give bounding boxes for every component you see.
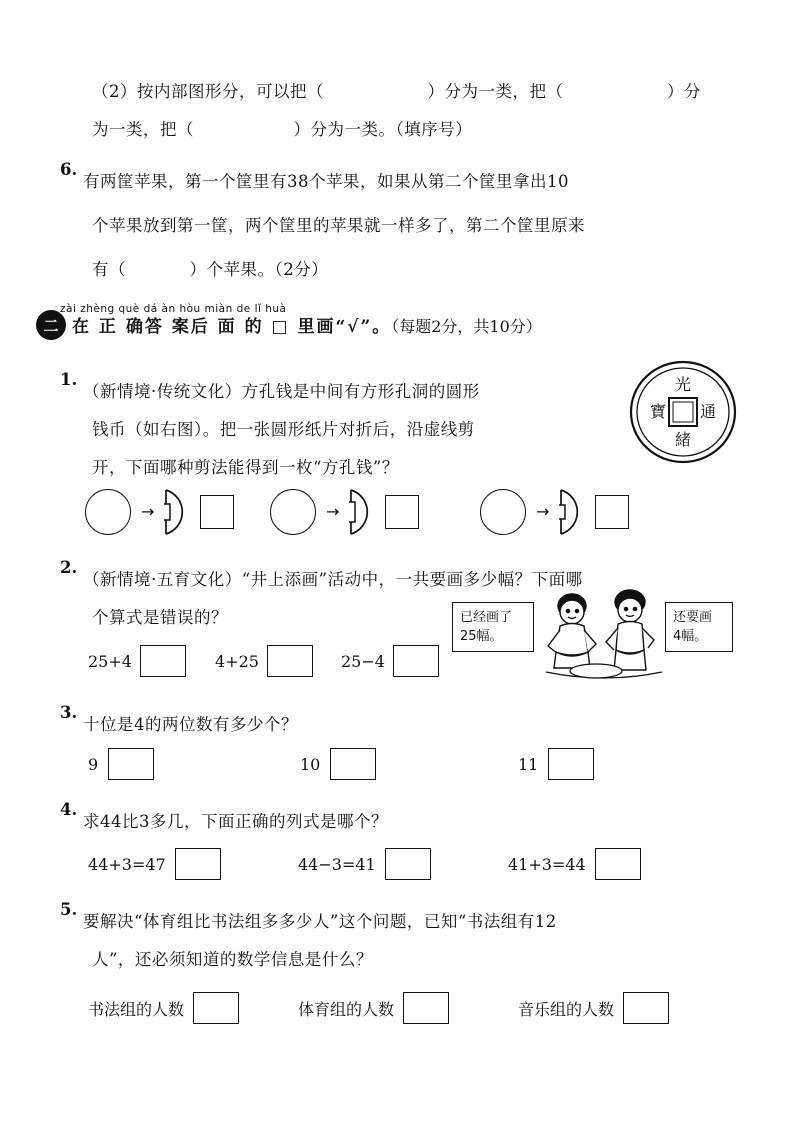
q4-option-3[interactable] <box>508 848 641 880</box>
q2-callout-right <box>665 602 733 652</box>
q5-option-2-checkbox[interactable] <box>403 992 449 1024</box>
q3-option-1-label: 9 <box>88 754 99 774</box>
q6-number: 6. <box>60 160 78 179</box>
square-shape <box>200 495 234 529</box>
q5-option-3-checkbox[interactable] <box>623 992 669 1024</box>
q6-line3-text-a: 有（ <box>92 260 126 279</box>
q6-line1: 有两筐苹果，第一个筐里有38个苹果，如果从第二个筐里拿出10 <box>83 172 569 191</box>
q2-option-1-label: 25+4 <box>88 651 132 671</box>
q2-callout-right-line1: 还要画 <box>673 610 713 625</box>
coin-illustration <box>628 358 738 466</box>
q3-option-2[interactable] <box>300 748 376 780</box>
q1-option-3[interactable] <box>480 488 629 536</box>
q2-option-3-label: 25−4 <box>341 651 385 671</box>
circle-shape <box>270 489 316 535</box>
q5-option-1[interactable] <box>88 992 239 1024</box>
half-circle-with-notch <box>349 488 375 536</box>
svg-text:寶: 寶 <box>649 402 667 421</box>
q2-option-2-checkbox[interactable] <box>267 645 313 677</box>
q4-option-3-label: 41+3=44 <box>508 854 586 874</box>
q5-part2-line2 <box>92 108 472 152</box>
q4-option-1-label: 44+3=47 <box>88 854 166 874</box>
square-shape <box>385 495 419 529</box>
q2-option-1-checkbox[interactable] <box>140 645 186 677</box>
q5-line1: 要解决“体育组比书法组多多少人”这个问题，已知“书法组有12 <box>83 912 557 931</box>
q2-line1: （新情境·五育文化）“井上添画”活动中，一共要画多少幅？下面哪 <box>83 570 583 589</box>
q6-line2: 个苹果放到第一筐，两个筐里的苹果就一样多了，第二个筐里原来 <box>92 216 585 235</box>
svg-text:緒: 緒 <box>674 430 692 449</box>
q5-part2-line1-text-b: ）分为一类，把（ <box>427 82 564 101</box>
q4-option-2[interactable] <box>298 848 431 880</box>
q3-option-1-checkbox[interactable] <box>108 748 154 780</box>
q5-option-2-label: 体育组的人数 <box>298 999 395 1019</box>
q4-option-2-checkbox[interactable] <box>385 848 431 880</box>
q1-line2: 钱币（如右图）。把一张圆形纸片对折后，沿虚线剪 <box>92 420 475 439</box>
q5-part2-line2-text-a: 为一类，把（ <box>92 120 194 139</box>
q6-line3-text-b: ）个苹果。（2分） <box>189 260 329 279</box>
q5-number: 5. <box>60 900 78 919</box>
square-shape <box>595 495 629 529</box>
q1-option-1[interactable] <box>85 488 234 536</box>
q2-children-illustration <box>538 588 670 688</box>
svg-text:通: 通 <box>699 402 717 421</box>
q4-option-1[interactable] <box>88 848 221 880</box>
q5-part2-line1-text-a: （2）按内部图形分，可以把（ <box>92 82 324 101</box>
q4-line1: 求44比3多几，下面正确的列式是哪个？ <box>83 812 388 831</box>
q1-line1: （新情境·传统文化）方孔钱是中间有方形孔洞的圆形 <box>83 382 480 401</box>
circle-shape <box>480 489 526 535</box>
q3-option-3-label: 11 <box>518 754 539 774</box>
section2-pinyin: zài zhèng què dá àn hòu miàn de lǐ huà <box>60 303 287 315</box>
half-circle-with-notch <box>164 488 190 536</box>
q5-option-2[interactable] <box>298 992 449 1024</box>
q2-callout-left <box>452 602 534 652</box>
q5-option-3-label: 音乐组的人数 <box>518 999 615 1019</box>
half-circle-with-notch <box>559 488 585 536</box>
q3-option-2-checkbox[interactable] <box>330 748 376 780</box>
q5-line2: 人”，还必须知道的数学信息是什么？ <box>92 950 373 969</box>
q5-part2-line2-text-b: ）分为一类。（填序号） <box>293 120 473 139</box>
q2-option-2-label: 4+25 <box>215 651 259 671</box>
q2-option-3-checkbox[interactable] <box>393 645 439 677</box>
q4-option-2-label: 44−3=41 <box>298 854 376 874</box>
q3-line1: 十位是4的两位数有多少个？ <box>83 715 298 734</box>
q5-option-1-label: 书法组的人数 <box>88 999 185 1019</box>
section2-number: 二 <box>36 310 66 340</box>
q4-option-3-checkbox[interactable] <box>595 848 641 880</box>
section2-heading <box>72 312 542 337</box>
section2-title: 在 正 确答 案后 面 的 □ 里画“√”。 <box>72 317 392 337</box>
q2-callout-left-line1: 已经画了 <box>460 610 513 625</box>
q3-option-3-checkbox[interactable] <box>548 748 594 780</box>
q2-callout-right-line2: 4幅。 <box>673 629 708 644</box>
q1-option-2[interactable] <box>270 488 419 536</box>
arrow-icon: → <box>326 502 340 521</box>
q2-option-3[interactable] <box>341 645 439 677</box>
section2-subtitle: （每题2分，共10分） <box>391 317 542 336</box>
svg-text:光: 光 <box>674 375 692 394</box>
arrow-icon: → <box>141 502 155 521</box>
q2-number: 2. <box>60 558 78 577</box>
q6-line3 <box>92 248 328 292</box>
circle-shape <box>85 489 131 535</box>
q4-number: 4. <box>60 800 78 819</box>
arrow-icon: → <box>536 502 550 521</box>
q1-number: 1. <box>60 370 78 389</box>
q1-line3: 开，下面哪种剪法能得到一枚“方孔钱”？ <box>92 458 399 477</box>
q3-option-1[interactable] <box>88 748 154 780</box>
q2-callout-left-line2: 25幅。 <box>460 629 503 644</box>
q5-option-1-checkbox[interactable] <box>193 992 239 1024</box>
q4-option-1-checkbox[interactable] <box>175 848 221 880</box>
q3-option-2-label: 10 <box>300 754 321 774</box>
q5-option-3[interactable] <box>518 992 669 1024</box>
q2-option-1[interactable] <box>88 645 186 677</box>
q2-line2: 个算式是错误的？ <box>92 608 228 627</box>
q2-option-2[interactable] <box>215 645 313 677</box>
q5-part2-line1-text-c: ）分 <box>667 82 701 101</box>
q3-option-3[interactable] <box>518 748 594 780</box>
q3-number: 3. <box>60 703 78 722</box>
